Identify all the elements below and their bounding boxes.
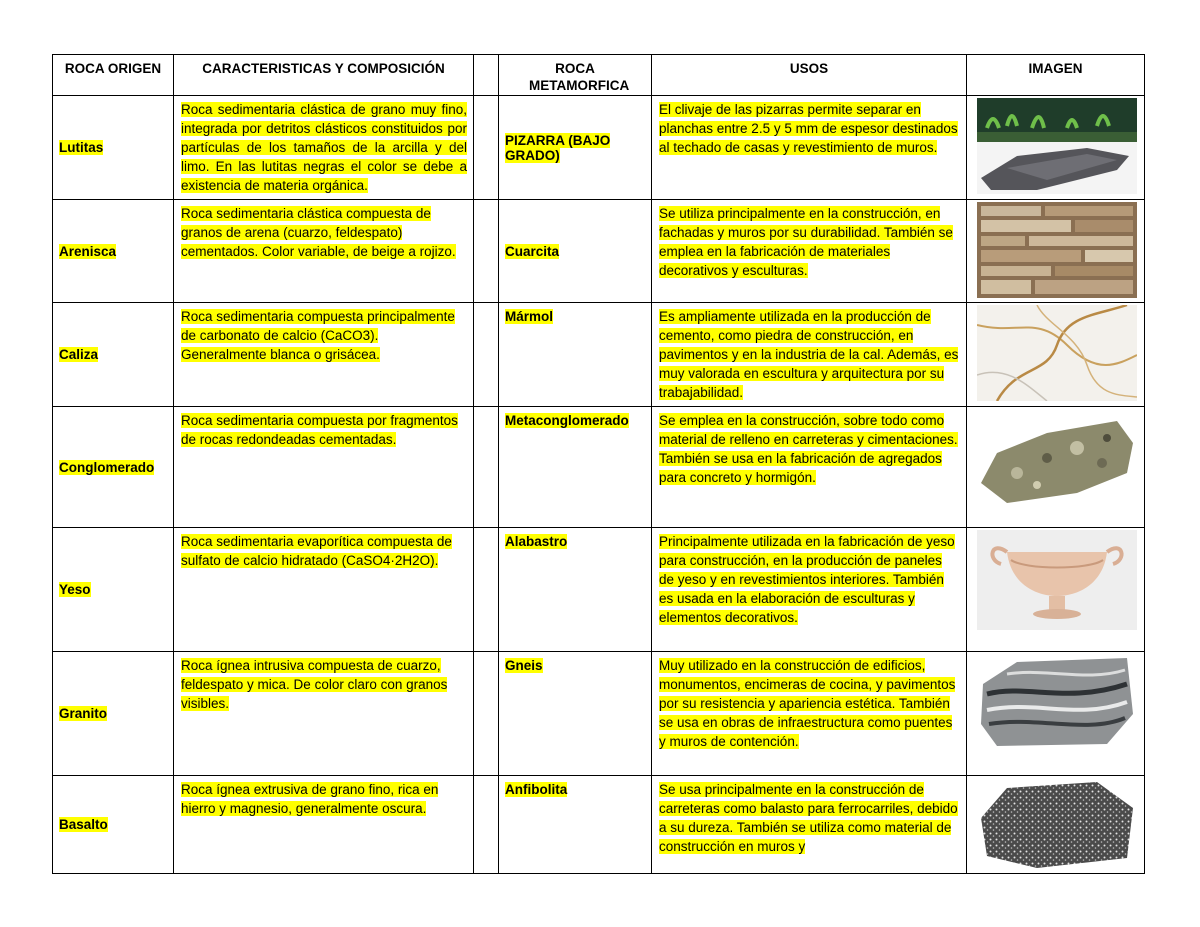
header-row: [53, 55, 1145, 96]
uses-text: Se emplea en la construcción, sobre todo como material de relleno en carreteras y cimentaciones. También se usa en la fabricación de agregados para concreto y hormigón.: [659, 413, 958, 485]
uses-text: Muy utilizado en la construcción de edificios, monumentos, encimeras de cocina, y pavimentos por su resistencia y apariencia estética. También se usa en obras de infraestructura como puentes y muros de contención.: [659, 658, 956, 749]
origin-rock-name: Conglomerado: [59, 459, 155, 475]
amphibolite-photo: [977, 778, 1137, 870]
header-metamorphic: ROCA METAMORFICA: [499, 55, 652, 96]
metamorphic-rock-name: Mármol: [505, 309, 554, 324]
characteristics-text: Roca sedimentaria compuesta principalmente de carbonato de calcio (CaCO3). Generalmente blanca o grisácea.: [181, 309, 455, 362]
uses-text: Se utiliza principalmente en la construcción, en fachadas y muros por su durabilidad. También se emplea en la fabricación de materiales decorativos y esculturas.: [659, 206, 953, 278]
origin-rock-name: Arenisca: [59, 243, 117, 259]
uses-text: Es ampliamente utilizada en la producción de cemento, como piedra de construcción, en pavimentos y en la industria de la cal. Además, es muy valorada en escultura y arquitectura por su trabajabilidad.: [659, 309, 959, 400]
origin-rock-name: Basalto: [59, 817, 108, 832]
header-image: IMAGEN: [967, 55, 1145, 96]
metaconglomerate-photo: [977, 413, 1137, 509]
metamorphic-rock-name: Metaconglomerado: [505, 413, 629, 428]
origin-rock-name: Yeso: [59, 582, 91, 597]
table-row: [53, 776, 1145, 874]
header-characteristics: CARACTERISTICAS Y COMPOSICIÓN: [174, 55, 474, 96]
metamorphic-rock-name: Gneis: [505, 658, 543, 673]
origin-rock-name: Lutitas: [59, 140, 104, 155]
uses-text: El clivaje de las pizarras permite separar en planchas entre 2.5 y 5 mm de espesor destinados al techado de casas y revestimiento de muros.: [659, 102, 958, 155]
table-row: [53, 528, 1145, 652]
origin-rock-name: Caliza: [59, 347, 99, 362]
rocks-table: [52, 54, 1145, 874]
header-origin: ROCA ORIGEN: [53, 55, 174, 96]
table-row: [53, 200, 1145, 303]
quartzite-wall-photo: [977, 202, 1137, 298]
marble-photo: [977, 305, 1137, 401]
table-row: [53, 652, 1145, 776]
characteristics-text: Roca sedimentaria clástica de grano muy fino, integrada por detritos clásticos constituidos por partículas de los tamaños de la arcilla y del limo. En las lutitas negras el color se debe a existencia de materia orgánica.: [181, 102, 467, 193]
uses-text: Se usa principalmente en la construcción de carreteras como balasto para ferrocarriles, debido a su dureza. También se utiliza como material de construcción en muros y: [659, 782, 958, 854]
uses-text: Principalmente utilizada en la fabricación de yeso para construcción, en la producción de paneles de yeso y en revestimientos interiores. También es usada en la elaboración de esculturas y elementos decorativos.: [659, 534, 955, 625]
table-row: [53, 303, 1145, 407]
table-row: [53, 407, 1145, 528]
characteristics-text: Roca sedimentaria compuesta por fragmentos de rocas redondeadas cementadas.: [181, 413, 458, 447]
metamorphic-rock-name: Alabastro: [505, 534, 568, 549]
header-uses: USOS: [652, 55, 967, 96]
metamorphic-rock-name: Anfibolita: [505, 782, 568, 797]
table-row: [53, 96, 1145, 200]
alabaster-vase-photo: [977, 530, 1137, 630]
spacer-column: [474, 55, 499, 96]
characteristics-text: Roca ígnea intrusiva compuesta de cuarzo, feldespato y mica. De color claro con granos visibles.: [181, 658, 448, 711]
characteristics-text: Roca ígnea extrusiva de grano fino, rica en hierro y magnesio, generalmente oscura.: [181, 782, 439, 816]
slate-aquarium-photo: [977, 98, 1137, 194]
characteristics-text: Roca sedimentaria clástica compuesta de granos de arena (cuarzo, feldespato) cementados. Color variable, de beige a rojizo.: [181, 206, 456, 259]
metamorphic-rock-name: Cuarcita: [505, 243, 560, 259]
gneiss-photo: [977, 654, 1137, 750]
characteristics-text: Roca sedimentaria evaporítica compuesta de sulfato de calcio hidratado (CaSO4·2H2O).: [181, 534, 452, 568]
origin-rock-name: Granito: [59, 706, 108, 721]
metamorphic-rock-name: PIZARRA (BAJO GRADO): [505, 132, 611, 163]
